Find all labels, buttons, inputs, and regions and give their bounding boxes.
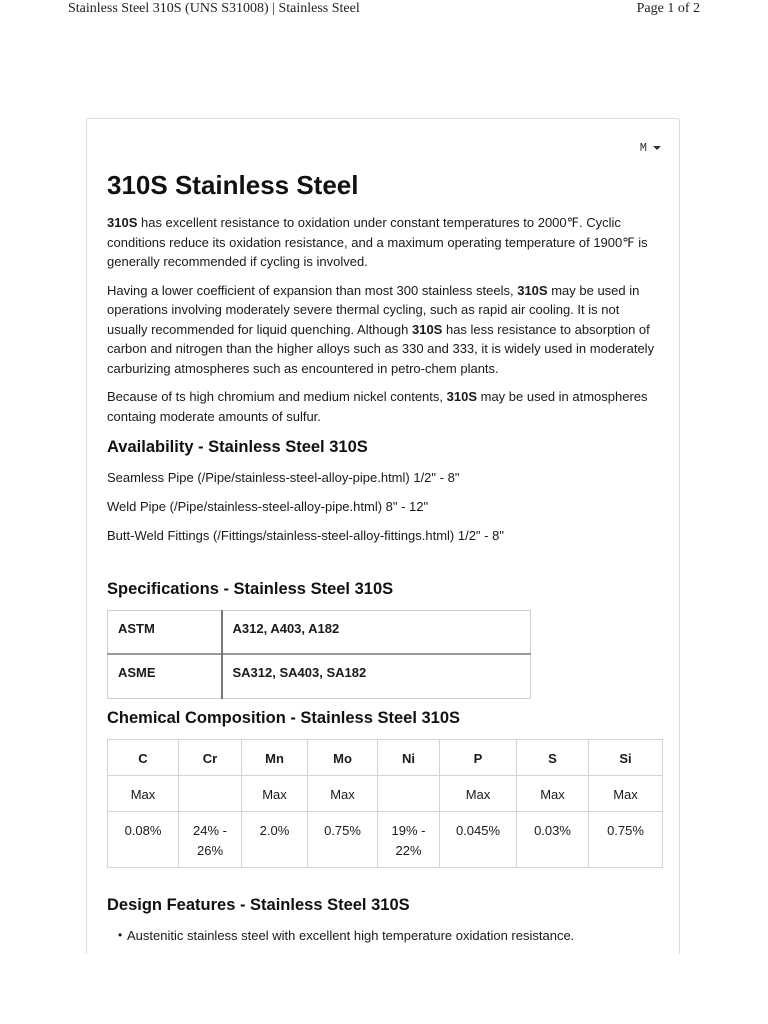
alloy-name: 310S (107, 215, 138, 230)
limit-cell: Max (517, 775, 589, 811)
menu-label: M (639, 141, 647, 155)
limit-cell: Max (108, 775, 179, 811)
limit-cell (378, 775, 440, 811)
table-row (108, 775, 663, 811)
article (107, 169, 663, 945)
document-title: Stainless Steel 310S (UNS S31008) | Stainless Steel (68, 1, 360, 16)
availability-item: Seamless Pipe (/Pipe/stainless-steel-alloy-pipe.html) 1/2" - 8" (107, 470, 460, 485)
value-cell: 0.08% (108, 811, 179, 867)
limit-cell: Max (242, 775, 308, 811)
alloy-name: 310S (446, 389, 477, 404)
element-header: P (440, 739, 517, 775)
spec-value: A312, A403, A182 (222, 610, 531, 654)
list-item: • Austenitic stainless steel with excellent high temperature oxidation resistance. (127, 926, 663, 945)
table-row (108, 654, 531, 698)
spec-key: ASTM (108, 610, 222, 654)
intro-paragraph-2 (107, 281, 663, 379)
caret-down-icon (653, 146, 661, 150)
table-header-row (108, 739, 663, 775)
intro-text: may be used in atmospheres containg moderate amounts of sulfur. (107, 389, 648, 424)
table-row (108, 811, 663, 867)
page-title: 310S Stainless Steel (107, 170, 359, 200)
design-heading: Design Features - Stainless Steel 310S (107, 895, 410, 914)
table-row (108, 610, 531, 654)
intro-text: Having a lower coefficient of expansion than most 300 stainless steels, (107, 282, 518, 298)
content-card (86, 118, 680, 954)
intro-paragraph-3 (107, 387, 663, 426)
value-cell: 2.0% (242, 811, 308, 867)
alloy-name: 310S (411, 321, 443, 337)
element-header: Ni (378, 739, 440, 775)
spec-key: ASME (108, 654, 222, 698)
element-header: S (517, 739, 589, 775)
limit-cell: Max (308, 775, 378, 811)
availability-heading: Availability - Stainless Steel 310S (107, 438, 368, 456)
value-cell: 24% - 26% (179, 811, 242, 867)
chemical-table (107, 739, 663, 868)
spec-value: SA312, SA403, SA182 (222, 654, 531, 698)
intro-text: has less resistance to absorption of carbon and nitrogen than the higher alloys such as 330 and 333, it is widely used in moderately carburizing atmospheres such as encountered in petro-chem plants. (107, 321, 655, 376)
design-list (107, 926, 663, 945)
page-number: Page 1 of 2 (636, 1, 700, 16)
element-header: C (108, 739, 179, 775)
limit-cell: Max (589, 775, 663, 811)
limit-cell (179, 775, 242, 811)
availability-list (107, 468, 663, 546)
specifications-table (107, 610, 531, 699)
value-cell: 0.045% (440, 811, 517, 867)
menu-toggle[interactable] (640, 141, 661, 155)
alloy-name: 310S (517, 282, 548, 298)
element-header: Cr (179, 739, 242, 775)
limit-cell: Max (440, 775, 517, 811)
intro-text: has excellent resistance to oxidation under constant temperatures to 2000℉. Cyclic conditions reduce its oxidation resistance, and a maximum operating temperature of 1900℉ is generally recommended if cycling is involved. (107, 215, 648, 269)
chemical-heading: Chemical Composition - Stainless Steel 310S (107, 708, 461, 727)
intro-text: may be used in operations involving moderately severe thermal cycling, such as rapid air cooling. It is not usually recommended for liquid quenching. Although (107, 282, 640, 337)
value-cell: 0.75% (589, 811, 663, 867)
print-header (68, 0, 700, 22)
value-cell: 19% - 22% (378, 811, 440, 867)
element-header: Mn (242, 739, 308, 775)
value-cell: 0.03% (517, 811, 589, 867)
availability-item: Weld Pipe (/Pipe/stainless-steel-alloy-pipe.html) 8" - 12" (107, 499, 429, 514)
value-cell: 0.75% (308, 811, 378, 867)
availability-item: Butt-Weld Fittings (/Fittings/stainless-steel-alloy-fittings.html) 1/2" - 8" (107, 528, 504, 543)
intro-paragraph-1 (107, 213, 663, 272)
specifications-heading: Specifications - Stainless Steel 310S (107, 579, 394, 598)
intro-text: Because of ts high chromium and medium nickel contents, (107, 389, 447, 404)
element-header: Si (589, 739, 663, 775)
element-header: Mo (308, 739, 378, 775)
